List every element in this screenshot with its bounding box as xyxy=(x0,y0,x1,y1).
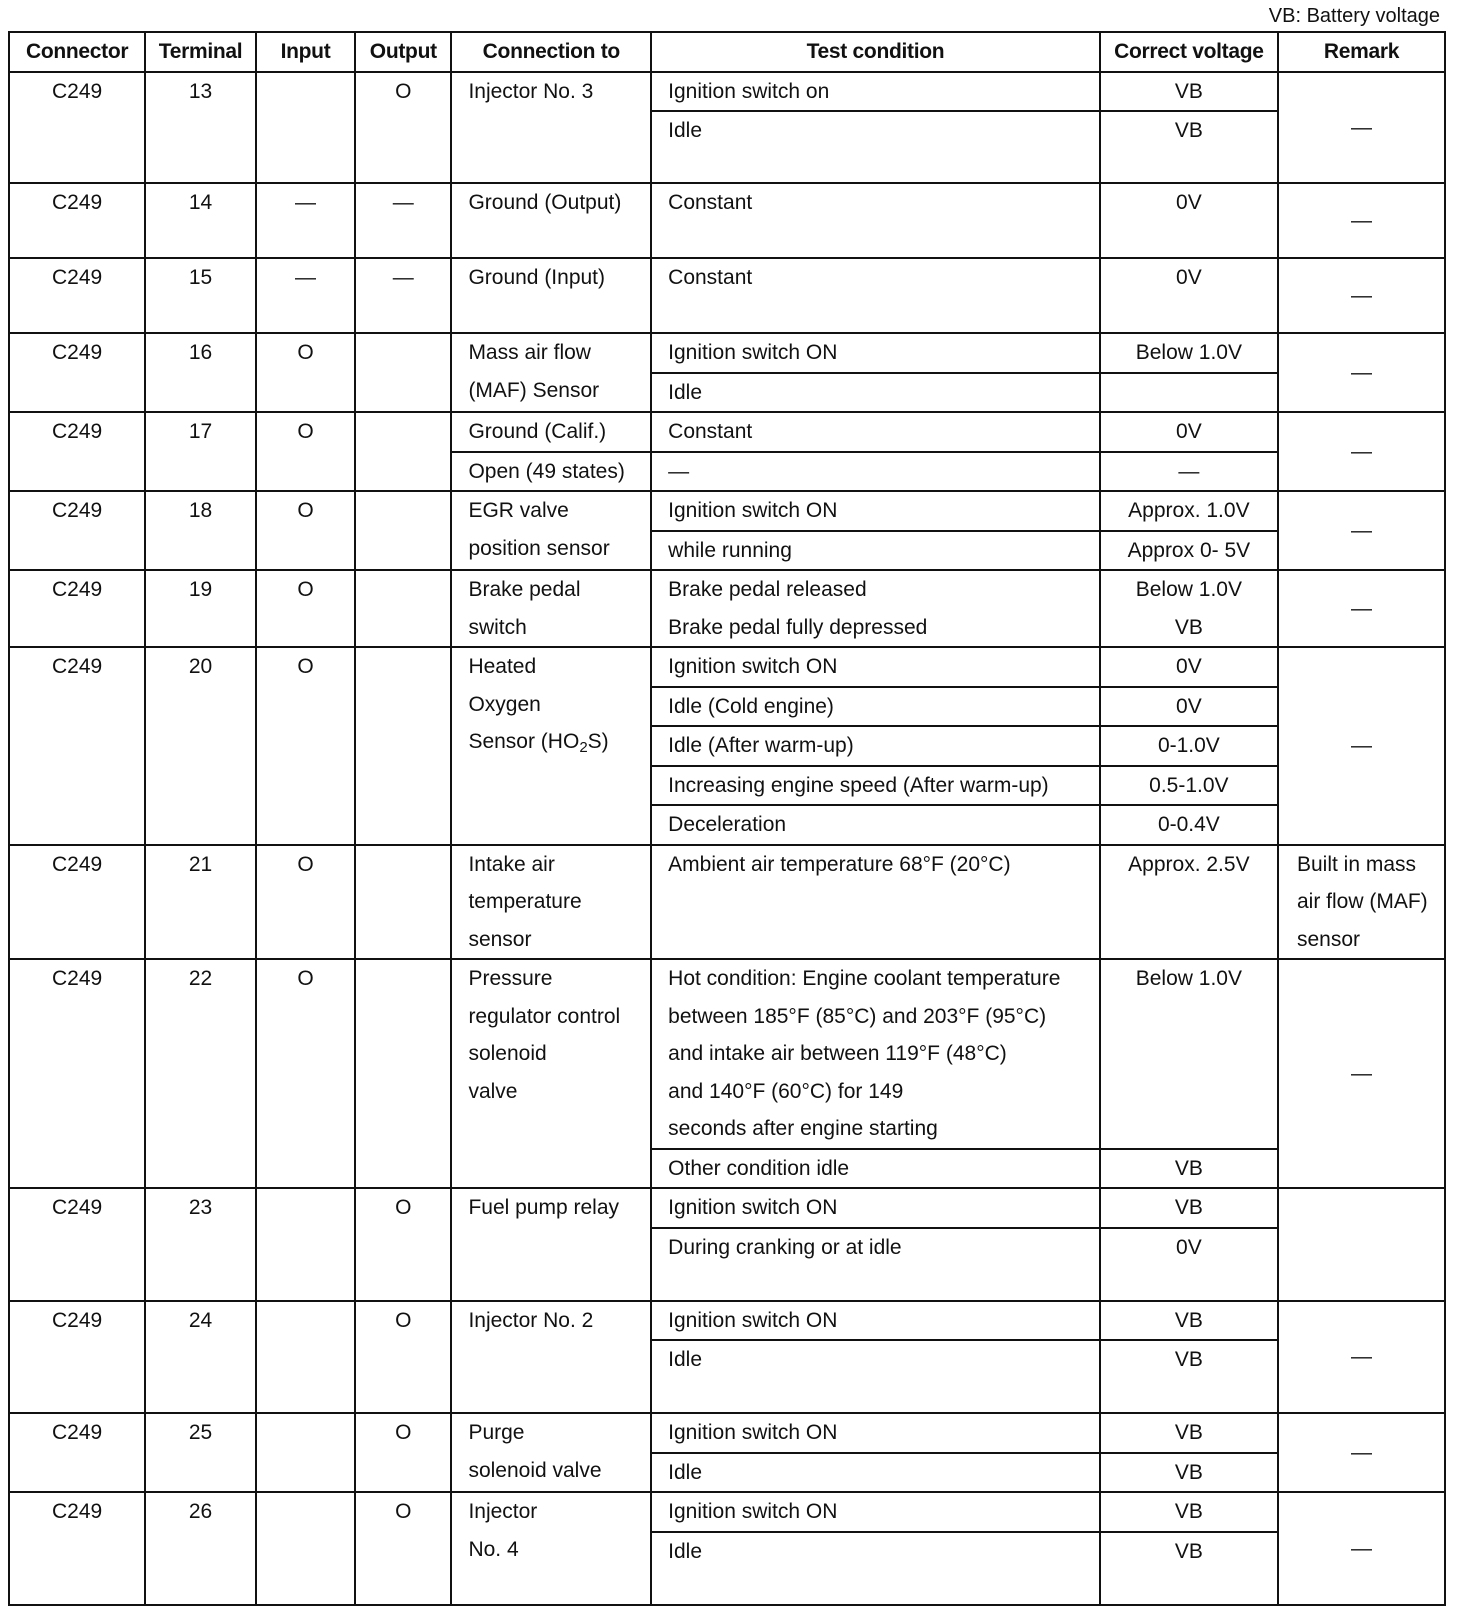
input-cell: O xyxy=(256,491,355,570)
connection-cell xyxy=(451,570,651,647)
output-cell xyxy=(355,570,451,647)
terminal-cell: 19 xyxy=(145,570,256,647)
test-condition-cell xyxy=(651,531,1100,571)
connector-cell: C249 xyxy=(9,570,145,647)
test-condition-cell xyxy=(651,726,1100,766)
test-condition-cell xyxy=(651,1413,1100,1453)
correct-voltage-cell: VB xyxy=(1100,1301,1278,1341)
test-condition-line: Ignition switch ON xyxy=(668,1500,838,1523)
table-row xyxy=(9,72,1445,112)
connection-line: position sensor xyxy=(468,536,610,560)
output-cell: O xyxy=(355,1301,451,1414)
output-cell xyxy=(355,491,451,570)
test-condition-line: Ignition switch ON xyxy=(668,341,838,364)
terminal-cell: 17 xyxy=(145,412,256,491)
correct-voltage-cell: VB xyxy=(1100,1340,1278,1413)
terminal-cell: 26 xyxy=(145,1492,256,1605)
battery-voltage-note: VB: Battery voltage xyxy=(1268,5,1440,27)
output-cell xyxy=(355,845,451,960)
connection-line: Pressure xyxy=(468,967,553,990)
connection-line: sensor xyxy=(468,927,532,951)
connection-line: switch xyxy=(468,615,527,639)
ecm-terminal-table xyxy=(8,31,1446,1606)
correct-voltage-cell xyxy=(1100,373,1278,413)
test-condition-cell xyxy=(651,1532,1100,1605)
connection-line: Intake air xyxy=(468,852,555,876)
correct-voltage-cell: 0-0.4V xyxy=(1100,805,1278,845)
table-row xyxy=(9,1492,1445,1532)
remark-cell: — xyxy=(1278,1413,1445,1492)
remark-cell xyxy=(1278,845,1445,960)
connection-cell xyxy=(451,1492,651,1605)
remark-cell: — xyxy=(1278,491,1445,570)
correct-voltage-cell: VB xyxy=(1100,1532,1278,1605)
connector-cell: C249 xyxy=(9,1413,145,1492)
test-condition-line: Hot condition: Engine coolant temperature xyxy=(668,967,1061,990)
test-condition-cell xyxy=(651,491,1100,531)
terminal-cell: 15 xyxy=(145,258,256,333)
correct-voltage-cell: VB xyxy=(1100,1413,1278,1453)
correct-voltage-cell: 0V xyxy=(1100,687,1278,727)
connection-line: Purge xyxy=(468,1421,525,1444)
terminal-cell: 22 xyxy=(145,959,256,1188)
header-test-condition: Test condition xyxy=(651,32,1100,72)
test-condition-line: Ignition switch ON xyxy=(668,1196,838,1219)
output-cell: O xyxy=(355,1188,451,1301)
correct-voltage-cell: 0V xyxy=(1100,1228,1278,1301)
remark-line: sensor xyxy=(1296,927,1361,951)
terminal-cell: 16 xyxy=(145,333,256,412)
test-condition-cell xyxy=(651,959,1100,1149)
input-cell: — xyxy=(256,258,355,333)
test-condition-line: Idle xyxy=(668,1539,703,1563)
terminal-cell: 21 xyxy=(145,845,256,960)
connector-cell: C249 xyxy=(9,491,145,570)
connection-line: Brake pedal xyxy=(468,578,581,601)
test-condition-line: Brake pedal released xyxy=(668,578,867,601)
output-cell xyxy=(355,647,451,845)
test-condition-line: Ambient air temperature 68°F (20°C) xyxy=(668,852,1011,876)
test-condition-cell xyxy=(651,766,1100,806)
correct-voltage-cell: 0V xyxy=(1100,412,1278,452)
input-cell: O xyxy=(256,333,355,412)
correct-voltage-cell: 0V xyxy=(1100,258,1278,333)
test-condition-cell xyxy=(651,1340,1100,1413)
connection-line: (MAF) Sensor xyxy=(468,378,600,402)
remark-cell: — xyxy=(1278,1492,1445,1605)
table-row xyxy=(9,845,1445,960)
connection-line: Sensor $(HO_2S)$ xyxy=(468,730,609,756)
output-cell xyxy=(355,412,451,491)
input-cell: — xyxy=(256,183,355,258)
correct-voltage-cell: 0V xyxy=(1100,647,1278,687)
connection-cell xyxy=(451,333,651,412)
connection-line: temperature xyxy=(468,890,582,913)
test-condition-line: while running xyxy=(668,538,792,562)
table-row xyxy=(9,647,1445,687)
input-cell xyxy=(256,1188,355,1301)
connection-cell xyxy=(451,959,651,1188)
connection-line: valve xyxy=(468,1079,518,1103)
remark-line: air flow (MAF) xyxy=(1296,890,1428,913)
input-cell: O xyxy=(256,647,355,845)
table-row xyxy=(9,1413,1445,1453)
voltage-line: Below 1.0V xyxy=(1135,578,1242,601)
test-condition-cell xyxy=(651,687,1100,727)
remark-cell: — xyxy=(1278,959,1445,1188)
connector-cell: C249 xyxy=(9,183,145,258)
output-cell xyxy=(355,333,451,412)
connection-cell xyxy=(451,845,651,960)
header-row xyxy=(9,32,1445,72)
correct-voltage-cell: VB xyxy=(1100,1453,1278,1493)
connection-line: Injector No. 2 xyxy=(468,1308,594,1332)
test-condition-cell xyxy=(651,258,1100,333)
remark-cell: — xyxy=(1278,647,1445,845)
table-row xyxy=(9,333,1445,373)
input-cell xyxy=(256,1492,355,1605)
test-condition-line: Ignition switch ON xyxy=(668,655,838,678)
header-connector: Connector xyxy=(9,32,145,72)
input-cell xyxy=(256,1301,355,1414)
test-condition-line: between 185°F (85°C) and 203°F (95°C) xyxy=(668,1004,1047,1028)
table-row xyxy=(9,183,1445,258)
table-row xyxy=(9,1301,1445,1341)
correct-voltage-cell: VB xyxy=(1100,72,1278,112)
test-condition-line: Idle (After warm-up) xyxy=(668,734,854,757)
output-cell xyxy=(355,959,451,1188)
connection-cell xyxy=(451,1188,651,1301)
remark-cell: — xyxy=(1278,1301,1445,1414)
remark-cell: — xyxy=(1278,183,1445,258)
header-remark: Remark xyxy=(1278,32,1445,72)
header-output: Output xyxy=(355,32,451,72)
input-cell: O xyxy=(256,959,355,1188)
connection-cell: Ground (Calif.) xyxy=(451,412,651,452)
correct-voltage-cell: 0V xyxy=(1100,183,1278,258)
input-cell xyxy=(256,1413,355,1492)
connection-line: Injector xyxy=(468,1500,538,1523)
output-cell: — xyxy=(355,183,451,258)
header-correct-voltage: Correct voltage xyxy=(1100,32,1278,72)
input-cell: O xyxy=(256,845,355,960)
table-row xyxy=(9,258,1445,333)
header-connection-to: Connection to xyxy=(451,32,651,72)
connection-line: solenoid xyxy=(468,1042,547,1065)
test-condition-line: Ignition switch ON xyxy=(668,1421,838,1444)
terminal-cell: 25 xyxy=(145,1413,256,1492)
table-row xyxy=(9,570,1445,647)
table-row xyxy=(9,491,1445,531)
header-input: Input xyxy=(256,32,355,72)
correct-voltage-cell: VB xyxy=(1100,1492,1278,1532)
connector-cell: C249 xyxy=(9,845,145,960)
test-condition-line: and 140°F (60°C) for 149 xyxy=(668,1079,904,1103)
connection-cell xyxy=(451,72,651,184)
connector-cell: C249 xyxy=(9,1301,145,1414)
test-condition-cell xyxy=(651,72,1100,112)
table-row xyxy=(9,959,1445,1149)
remark-line: Built in mass xyxy=(1296,852,1417,876)
test-condition-cell xyxy=(651,333,1100,373)
test-condition-line: and intake air between 119°F (48°C) xyxy=(668,1042,1007,1065)
remark-cell xyxy=(1278,1188,1445,1301)
connection-cell: Open (49 states) xyxy=(451,452,651,492)
test-condition-line: Idle xyxy=(668,119,703,142)
terminal-cell: 23 xyxy=(145,1188,256,1301)
test-condition-line: Brake pedal fully depressed xyxy=(668,615,928,639)
terminal-cell: 20 xyxy=(145,647,256,845)
connector-cell: C249 xyxy=(9,72,145,184)
remark-cell: — xyxy=(1278,333,1445,412)
correct-voltage-cell: — xyxy=(1100,452,1278,492)
correct-voltage-cell: Approx. 2.5V xyxy=(1100,845,1278,960)
connection-line: Ground (Input) xyxy=(468,266,606,289)
correct-voltage-cell xyxy=(1100,570,1278,647)
header-terminal: Terminal xyxy=(145,32,256,72)
connection-cell xyxy=(451,647,651,845)
connection-line: Heated xyxy=(468,655,537,678)
terminal-cell: 24 xyxy=(145,1301,256,1414)
test-condition-cell xyxy=(651,805,1100,845)
terminal-cell: 14 xyxy=(145,183,256,258)
connection-line: Ground (Output) xyxy=(468,191,622,214)
output-cell: O xyxy=(355,1413,451,1492)
test-condition-line: Ignition switch ON xyxy=(668,499,838,522)
connection-cell xyxy=(451,1413,651,1492)
output-cell: O xyxy=(355,1492,451,1605)
input-cell: O xyxy=(256,570,355,647)
connection-line: Fuel pump relay xyxy=(468,1196,620,1219)
test-condition-cell xyxy=(651,1188,1100,1228)
terminal-cell: 18 xyxy=(145,491,256,570)
remark-cell: — xyxy=(1278,412,1445,491)
correct-voltage-cell: Approx 0- 5V xyxy=(1100,531,1278,571)
test-condition-cell xyxy=(651,845,1100,960)
test-condition-line: Idle xyxy=(668,1460,703,1484)
test-condition-cell xyxy=(651,1149,1100,1189)
output-cell: O xyxy=(355,72,451,184)
test-condition-cell xyxy=(651,1492,1100,1532)
test-condition-line: During cranking or at idle xyxy=(668,1235,902,1259)
remark-cell: — xyxy=(1278,570,1445,647)
test-condition-line: Idle (Cold engine) xyxy=(668,694,834,718)
test-condition-line: Deceleration xyxy=(668,813,787,836)
connection-cell xyxy=(451,183,651,258)
correct-voltage-cell: Approx. 1.0V xyxy=(1100,491,1278,531)
test-condition-cell xyxy=(651,1228,1100,1301)
connection-line: EGR valve xyxy=(468,499,569,522)
connection-line: Oxygen xyxy=(468,692,541,716)
test-condition-cell xyxy=(651,647,1100,687)
test-condition-cell xyxy=(651,1453,1100,1493)
connection-line: Mass air flow xyxy=(468,341,591,364)
input-cell: O xyxy=(256,412,355,491)
connection-cell xyxy=(451,258,651,333)
connector-cell: C249 xyxy=(9,959,145,1188)
connector-cell: C249 xyxy=(9,647,145,845)
test-condition-line: Ignition switch on xyxy=(668,79,830,103)
remark-cell: — xyxy=(1278,258,1445,333)
test-condition-cell xyxy=(651,570,1100,647)
remark-cell: — xyxy=(1278,72,1445,184)
test-condition-cell: — xyxy=(651,452,1100,492)
connector-cell: C249 xyxy=(9,412,145,491)
connection-line: solenoid valve xyxy=(468,1458,602,1482)
correct-voltage-cell: 0.5-1.0V xyxy=(1100,766,1278,806)
connection-line: No. 4 xyxy=(468,1537,519,1561)
test-condition-cell xyxy=(651,373,1100,413)
test-condition-line: Idle xyxy=(668,380,703,404)
subscript-digit: 2 xyxy=(579,739,588,756)
test-condition-line: Idle xyxy=(668,1348,703,1371)
test-condition-cell xyxy=(651,1301,1100,1341)
test-condition-line: Constant xyxy=(668,191,753,214)
table-row xyxy=(9,412,1445,452)
voltage-line: VB xyxy=(1174,615,1203,639)
table-row xyxy=(9,1188,1445,1228)
connector-cell: C249 xyxy=(9,258,145,333)
test-condition-line: Constant xyxy=(668,266,753,289)
correct-voltage-cell: Below 1.0V xyxy=(1100,333,1278,373)
output-cell: — xyxy=(355,258,451,333)
correct-voltage-cell: VB xyxy=(1100,111,1278,183)
test-condition-cell xyxy=(651,183,1100,258)
connection-cell xyxy=(451,1301,651,1414)
test-condition-line: Ignition switch ON xyxy=(668,1308,838,1332)
correct-voltage-cell: Below 1.0V xyxy=(1100,959,1278,1149)
correct-voltage-cell: 0-1.0V xyxy=(1100,726,1278,766)
test-condition-line: Other condition idle xyxy=(668,1156,850,1180)
connector-cell: C249 xyxy=(9,1492,145,1605)
connection-line: Injector No. 3 xyxy=(468,79,594,103)
test-condition-line: seconds after engine starting xyxy=(668,1117,938,1140)
connector-cell: C249 xyxy=(9,1188,145,1301)
correct-voltage-cell: VB xyxy=(1100,1149,1278,1189)
connection-cell xyxy=(451,491,651,570)
correct-voltage-cell: VB xyxy=(1100,1188,1278,1228)
test-condition-cell: Constant xyxy=(651,412,1100,452)
test-condition-cell xyxy=(651,111,1100,183)
input-cell xyxy=(256,72,355,184)
connection-line: regulator control xyxy=(468,1004,621,1028)
test-condition-line: Increasing engine speed (After warm-up) xyxy=(668,773,1049,797)
connector-cell: C249 xyxy=(9,333,145,412)
terminal-cell: 13 xyxy=(145,72,256,184)
